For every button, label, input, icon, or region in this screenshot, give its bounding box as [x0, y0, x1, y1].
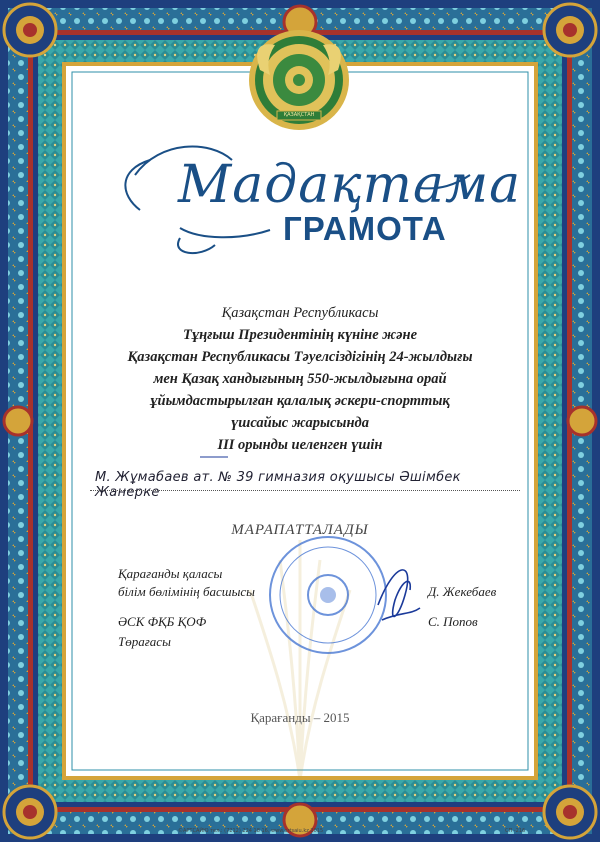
title-script: Мадақтама	[178, 155, 522, 215]
signatory2-name: С. Попов	[428, 614, 478, 629]
signatory2-line1: ӘСК ФҚБ ҚОФ	[118, 614, 207, 629]
emblem-ribbon-text: ҚАЗАҚСТАН	[283, 112, 315, 118]
signatory2-line2: Төрағасы	[118, 634, 171, 649]
footer-code: СП -216	[505, 828, 526, 834]
awardee-handwritten: М. Жұмабаев ат. № 39 гимназия оқушысы Әшімбек Жанерке	[95, 470, 461, 500]
body-line-7: III орынды иеленген үшін	[217, 437, 383, 453]
body-line-5: ұйымдастырылған қалалық әскери-спорттық	[150, 393, 450, 409]
title-main: ГРАМОТА	[283, 210, 447, 247]
body-line-6: үшсайыс жарысында	[231, 415, 369, 431]
awardee-underline	[90, 490, 520, 491]
body-line-2: Тұңғыш Президентінің күніне және	[182, 327, 418, 343]
footer-publisher: ©АРТСАЙЮ тел.: (7212) 224 18 16, www.artsaiu.kz 2015	[178, 828, 324, 834]
body-line-4: мен Қазақ хандығының 550-жылдығына орай	[153, 371, 447, 387]
body-line-3: Қазақстан Республикасы Тәуелсіздігінің 24-жылдығы	[127, 349, 473, 365]
awarded-heading: МАРАПАТТАЛАДЫ	[231, 522, 369, 538]
signatory1-line1: Қарағанды қаласы	[118, 566, 223, 581]
body-line-1: Қазақстан Республикасы	[221, 305, 379, 321]
place-year: Қарағанды – 2015	[250, 710, 350, 725]
signatory1-name: Д. Жекебаев	[428, 584, 497, 599]
signatory1-line2: білім бөлімінің басшысы	[118, 584, 255, 599]
